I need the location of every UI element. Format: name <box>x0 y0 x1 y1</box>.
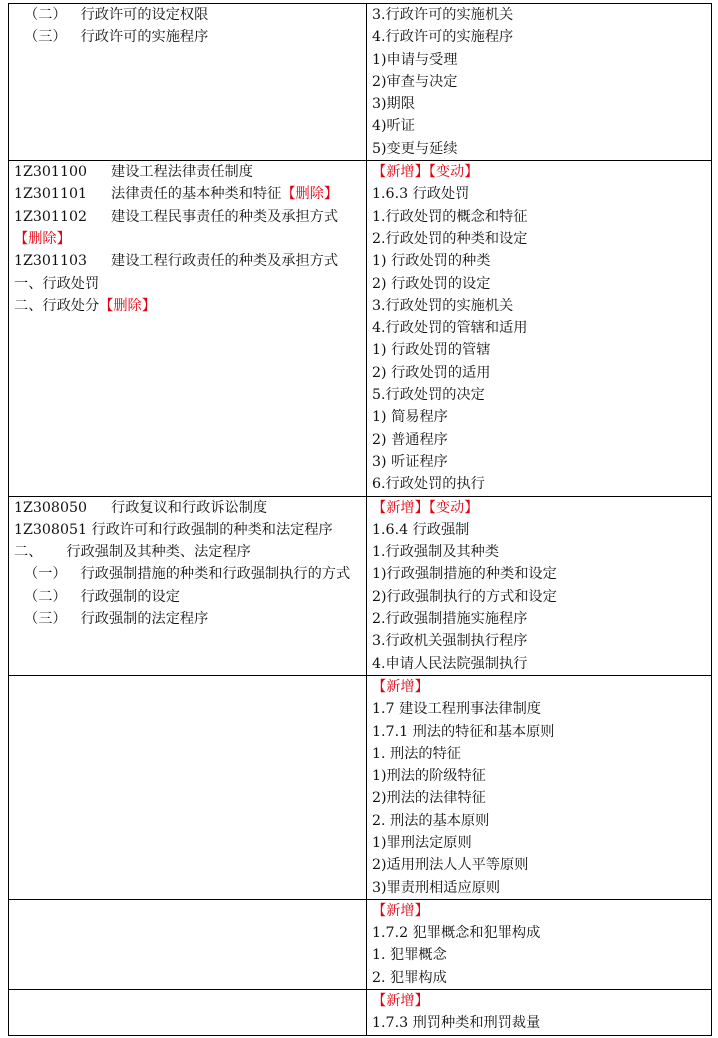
list-item: 1Z308051 行政许可和行政强制的种类和法定程序 <box>14 521 333 538</box>
list-item: 1Z301100 建设工程法律责任制度 <box>14 164 253 181</box>
list-item: 1.行政强制及其种类 <box>372 544 500 561</box>
list-item: 3.行政处罚的实施机关 <box>372 297 514 314</box>
old-outline-cell <box>9 161 367 496</box>
change-tag: 【新增】 <box>372 902 429 919</box>
list-item: 4.申请人民法院强制执行 <box>372 655 528 672</box>
delete-tag: 【删除】 <box>281 186 339 203</box>
list-item: 2) 普通程序 <box>372 431 448 448</box>
table-row <box>9 161 712 496</box>
delete-tag: 【删除】 <box>14 230 71 247</box>
list-item: 4)听证 <box>372 118 415 135</box>
list-item: 2)适用刑法人人平等原则 <box>372 857 529 874</box>
new-outline-cell <box>367 675 712 899</box>
list-item: 2.行政强制措施实施程序 <box>372 611 528 628</box>
list-item: 1Z308050 行政复议和行政诉讼制度 <box>14 499 268 516</box>
list-item: 3.行政许可的实施机关 <box>372 7 514 23</box>
list-item: 4.行政许可的实施程序 <box>372 29 514 46</box>
table-row <box>9 990 712 1036</box>
list-item: 2. 犯罪构成 <box>372 969 447 986</box>
list-item: 1)刑法的阶级特征 <box>372 768 486 785</box>
list-item: 3) 听证程序 <box>372 453 448 470</box>
list-item: 1.7.3 刑罚种类和刑罚裁量 <box>372 1015 541 1032</box>
list-item: 1. 犯罪概念 <box>372 947 447 964</box>
change-tag: 【新增】【变动】 <box>372 499 479 516</box>
change-tag: 【新增】 <box>372 993 429 1010</box>
list-item: 5.行政处罚的决定 <box>372 387 485 404</box>
old-outline-cell <box>9 675 367 899</box>
list-item: 1) 简易程序 <box>372 409 448 426</box>
list-item: 1Z301103 建设工程行政责任的种类及承担方式 <box>14 253 339 270</box>
table-row <box>9 675 712 899</box>
old-outline-cell <box>9 899 367 989</box>
table-row <box>9 496 712 675</box>
list-item: 二、行政处分【删除】 <box>14 297 156 314</box>
list-item: 2)刑法的法律特征 <box>372 790 486 807</box>
list-item: （三） 行政许可的实施程序 <box>24 29 209 46</box>
list-item: 1.6.4 行政强制 <box>372 521 470 538</box>
table-row <box>9 899 712 989</box>
list-item: （一） 行政强制措施的种类和行政强制执行的方式 <box>24 566 351 583</box>
change-tag: 【新增】 <box>372 678 429 695</box>
list-item: （三） 行政强制的法定程序 <box>24 611 209 628</box>
delete-tag: 【删除】 <box>99 297 156 314</box>
list-item: 3.行政机关强制执行程序 <box>372 633 528 650</box>
list-item: 2)行政强制执行的方式和设定 <box>372 588 557 605</box>
list-item: 3)罪责刑相适应原则 <box>372 879 501 896</box>
comparison-table <box>8 3 712 1036</box>
list-item: 1.7.1 刑法的特征和基本原则 <box>372 723 555 740</box>
table-row <box>9 4 712 161</box>
list-item: 2)审查与决定 <box>372 73 458 90</box>
list-item: 1Z301102 建设工程民事责任的种类及承担方式 【删除】 <box>14 208 339 247</box>
new-outline-cell <box>367 990 712 1036</box>
old-outline-cell <box>9 4 367 161</box>
list-item: 1Z301101 法律责任的基本种类和特征【删除】 <box>14 186 339 203</box>
list-item: 5)变更与延续 <box>372 140 458 157</box>
list-item: 1.7 建设工程刑事法律制度 <box>372 701 541 718</box>
list-item: 一、行政处罚 <box>14 275 100 292</box>
change-tag: 【新增】【变动】 <box>372 164 479 181</box>
list-item: 2. 刑法的基本原则 <box>372 812 490 829</box>
old-outline-cell <box>9 990 367 1036</box>
list-item: （二） 行政强制的设定 <box>24 588 180 605</box>
list-item: 1)行政强制措施的种类和设定 <box>372 566 557 583</box>
list-item: 4.行政处罚的管辖和适用 <box>372 320 528 337</box>
list-item: 1) 行政处罚的种类 <box>372 253 491 270</box>
list-item: 1)申请与受理 <box>372 51 458 68</box>
new-outline-cell <box>367 899 712 989</box>
new-outline-cell <box>367 161 712 496</box>
new-outline-cell <box>367 4 712 161</box>
list-item: 1.行政处罚的概念和特征 <box>372 208 528 225</box>
list-item: 6.行政处罚的执行 <box>372 476 485 493</box>
list-item: 3)期限 <box>372 96 415 113</box>
list-item: （二） 行政许可的设定权限 <box>24 7 209 23</box>
list-item: 1)罪刑法定原则 <box>372 834 472 851</box>
list-item: 1) 行政处罚的管辖 <box>372 342 491 359</box>
list-item: 1. 刑法的特征 <box>372 745 461 762</box>
old-outline-cell <box>9 496 367 675</box>
list-item: 1.7.2 犯罪概念和犯罪构成 <box>372 925 541 942</box>
list-item: 1.6.3 行政处罚 <box>372 186 470 203</box>
list-item: 2) 行政处罚的适用 <box>372 364 491 381</box>
list-item: 2) 行政处罚的设定 <box>372 275 491 292</box>
list-item: 2.行政处罚的种类和设定 <box>372 230 528 247</box>
list-item: 二、 行政强制及其种类、法定程序 <box>14 544 251 561</box>
new-outline-cell <box>367 496 712 675</box>
